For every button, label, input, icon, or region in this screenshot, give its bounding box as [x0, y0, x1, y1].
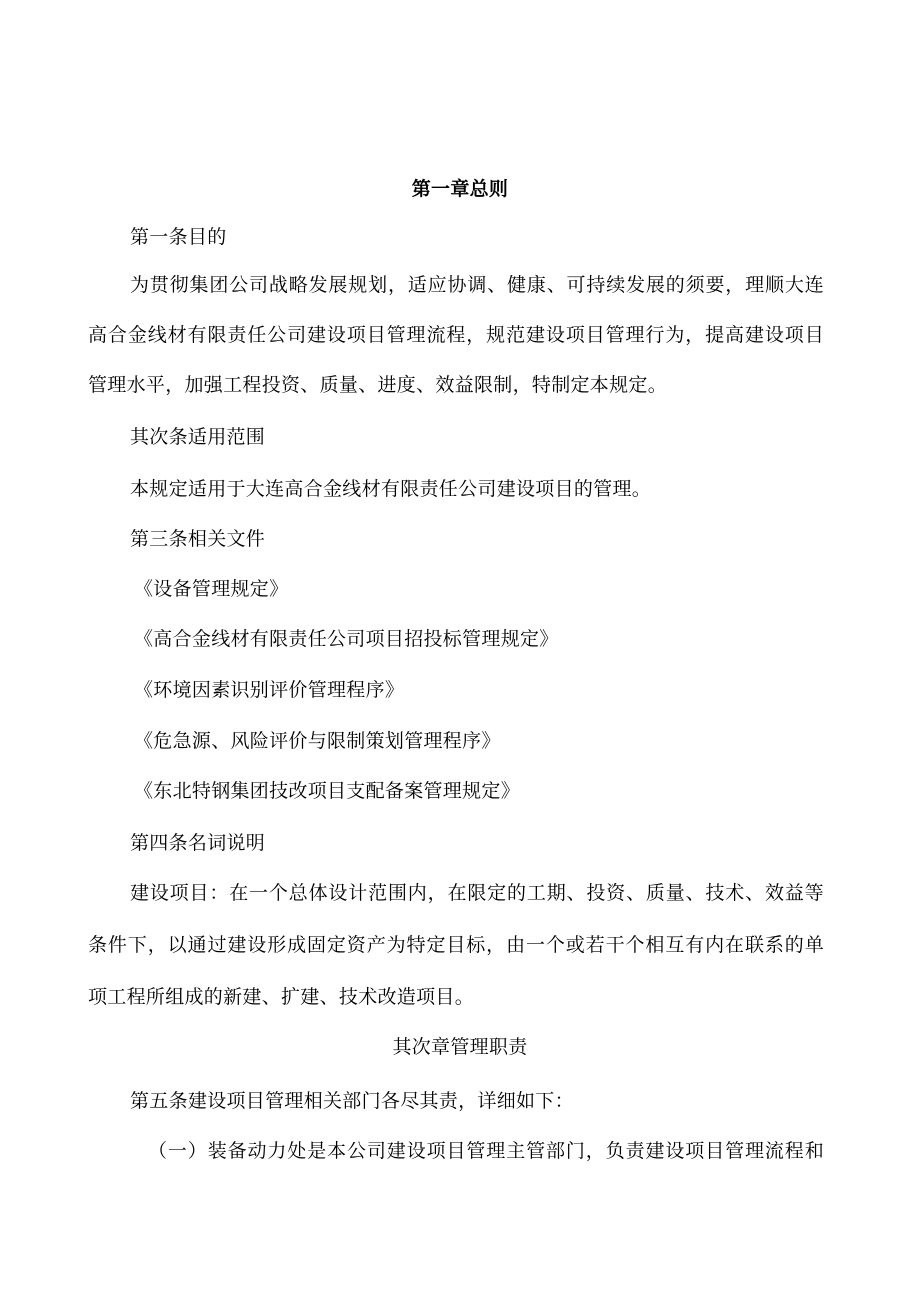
related-document-3: 《环境因素识别评价管理程序》 [134, 679, 405, 701]
related-document-4: 《危急源、风险评价与限制策划管理程序》 [134, 730, 501, 752]
related-document-1: 《设备管理规定》 [134, 578, 289, 600]
article-5-item-1: （一）装备动力处是本公司建设项目管理主管部门，负责建设项目管理流程和 [148, 1140, 824, 1162]
article-4-line-2: 条件下，以通过建设形成固定资产为特定目标，由一个或若干个相互有内在联系的单 [88, 934, 824, 956]
article-4-heading: 第四条名词说明 [130, 832, 266, 854]
article-3-heading: 第三条相关文件 [130, 528, 266, 550]
article-1-line-3: 管理水平，加强工程投资、质量、进度、效益限制，特制定本规定。 [88, 374, 668, 396]
article-1-heading: 第一条目的 [130, 226, 227, 248]
related-document-2: 《高合金线材有限责任公司项目招投标管理规定》 [134, 628, 559, 650]
article-2-heading: 其次条适用范围 [130, 426, 266, 448]
article-1-line-2: 高合金线材有限责任公司建设项目管理流程，规范建设项目管理行为，提高建设项目 [88, 324, 824, 346]
chapter-1-title: 第一章总则 [411, 178, 509, 200]
related-document-5: 《东北特钢集团技改项目支配备案管理规定》 [134, 780, 521, 802]
article-2-text: 本规定适用于大连高合金线材有限责任公司建设项目的管理。 [130, 478, 652, 500]
article-1-line-1: 为贯彻集团公司战略发展规划，适应协调、健康、可持续发展的须要，理顺大连 [130, 274, 824, 296]
article-4-line-1: 建设项目：在一个总体设计范围内，在限定的工期、投资、质量、技术、效益等 [130, 882, 824, 904]
chapter-2-title: 其次章管理职责 [392, 1036, 528, 1058]
article-5-heading: 第五条建设项目管理相关部门各尽其责，详细如下： [130, 1090, 574, 1112]
article-4-line-3: 项工程所组成的新建、扩建、技术改造项目。 [88, 986, 475, 1008]
